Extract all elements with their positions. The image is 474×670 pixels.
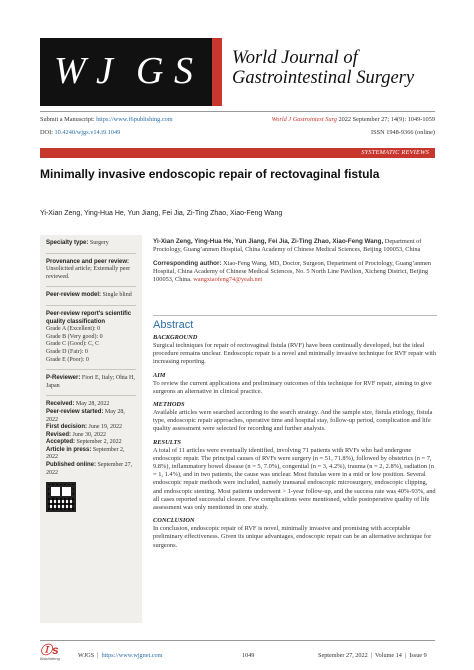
affiliation-text: Department of Proctology, Guang’anmen Hospital, China Academy of Chinese Medical Sciences, Beijing 100053, China: [153, 238, 422, 253]
background-heading: BACKGROUND: [153, 334, 198, 341]
conclusion-text: In conclusion, endoscopic repair of RVF is novel, minimally invasive and promising with acceptable preliminary effectiveness. Given its unique advantages, endoscopic repair can be an alternative technique for surgeons.: [153, 525, 432, 549]
date-label: Article in press:: [46, 446, 92, 453]
quality-classification: [46, 311, 136, 364]
publisher-logo: [40, 641, 60, 661]
logo-letter: J: [96, 50, 113, 92]
footer-journal-abbr: WJGS: [78, 652, 95, 659]
date-value: June 30, 2022: [72, 431, 107, 438]
specialty-label: Specialty type:: [46, 240, 89, 246]
footer-journal: WJGS | https://www.wjgnet.com: [78, 652, 163, 659]
reviewer-value: Fiori E, Italy; Ohta H, Japan: [46, 375, 135, 389]
footer-date: September 27, 2022: [318, 652, 368, 659]
submit-line: [40, 116, 173, 124]
section-banner: [40, 148, 435, 158]
p-reviewer: [46, 375, 136, 390]
methods-text: Available articles were searched according to the search strategy. And the sample size, fistula etiology, fistula type, endoscopic repair approaches, operative time and hospital stay, follow-up period, complication and life quality assessment were selected for recording and further analysis.: [153, 409, 433, 433]
journal-name-line2: Gastrointestinal Surgery: [232, 68, 415, 88]
corr-email-link[interactable]: wangxiaofeng74@yeah.net: [193, 276, 263, 283]
issn: ISSN 1948-9366 (online): [370, 129, 435, 136]
specialty-type: [46, 240, 136, 248]
affiliation: [153, 238, 437, 254]
grade-item: Grade B (Very good): 0: [46, 333, 103, 340]
quality-heading: Peer-review report's scientific quality classification: [46, 310, 132, 325]
date-row: [46, 447, 136, 462]
footer-issue: Issue 9: [409, 652, 427, 659]
peer-model-value: Single blind: [102, 292, 132, 299]
article-title: Minimally invasive endoscopic repair of rectovaginal fistula: [40, 167, 380, 181]
date-value: June 19, 2022: [88, 424, 123, 431]
provenance-text: Unsolicited article; Externally peer reviewed.: [46, 266, 131, 280]
sidebar-divider: [46, 286, 136, 287]
submit-link[interactable]: https://www.f6publishing.com: [96, 116, 173, 123]
results-text: A total of 11 articles were eventually identified, involving 71 patients with RVFs who had undergone endoscopic repair. The principal causes of RVFs were surgery (n = 51, 71.8%), followed by obstetrics (n = 7, 9.8%), inflammatory bowel disease (n = 5, 7.0%), congenital (n = 3, 4.2%), trauma (n = 2, 2.8%), radiation (n = 1, 1.4%), and in two patients, the cause was unclear. Most fistulas were in a mid or low position. Several endoscopic repair methods were included, namely transanal endoscopic microsurgery, endoscopic clipping, and endoscopic stenting. Most patients underwent > 1-year follow-up, and the success rate was 40%-93%, and all cases reported successful closure. Few complications were mentioned, while postoperative quality of life assessment was only mentioned in one study.: [153, 446, 436, 512]
date-value: May 28, 2022: [75, 401, 110, 408]
provenance: [46, 259, 136, 282]
grade-item: Grade A (Excellent): 0: [46, 326, 101, 333]
aim-text: To review the current applications and preliminary outcomes of this technique for RVF repair, aiming to give surgeons an alternative in clinical practice.: [153, 379, 432, 395]
doi-link[interactable]: 10.4240/wjgs.v14.i9.1049: [54, 129, 121, 136]
peer-review-model: [46, 292, 136, 300]
header-divider: [40, 111, 435, 112]
abstract-body: [153, 334, 437, 555]
article-info-sidebar: [40, 235, 142, 623]
grade-item: Grade D (Fair): 0: [46, 348, 88, 355]
footer-issue-info: September 27, 2022 | Volume 14 | Issue 9: [318, 652, 427, 659]
corresponding-author: [153, 260, 437, 284]
logo-letter: G: [136, 50, 164, 92]
date-value: May 28, 2022: [46, 408, 125, 423]
section-banner-label: SYSTEMATIC REVIEWS: [361, 149, 429, 156]
date-value: September 27, 2022: [46, 462, 133, 476]
specialty-value: Surgery: [89, 240, 109, 246]
logo-letter: S: [174, 50, 193, 92]
date-label: Published online:: [46, 462, 97, 469]
results-heading: RESULTS: [153, 438, 181, 446]
conclusion-heading: CONCLUSION: [153, 517, 195, 525]
date-label: Revised:: [46, 431, 72, 438]
sidebar-divider: [46, 395, 136, 396]
doi-line: [40, 129, 120, 137]
sidebar-divider: [46, 253, 136, 254]
abstract-heading: Abstract: [153, 319, 194, 331]
author-list: Yi-Xian Zeng, Ying-Hua He, Yun Jiang, Fei Jia, Zi-Ting Zhao, Xiao-Feng Wang: [40, 210, 283, 217]
doi-label: DOI:: [40, 129, 53, 136]
journal-logo: [40, 38, 212, 106]
date-label: Peer-review started:: [46, 408, 104, 415]
date-label: First decision:: [46, 424, 88, 431]
date-row: [46, 424, 136, 432]
affiliation-names: Yi-Xian Zeng, Ying-Hua He, Yun Jiang, Fei Jia, Zi-Ting Zhao, Xiao-Feng Wang,: [153, 238, 384, 245]
article-dates: [46, 401, 136, 477]
corr-label: Corresponding author:: [153, 260, 222, 267]
methods-heading: METHODS: [153, 401, 185, 409]
submit-label: Submit a Manuscript:: [40, 116, 95, 123]
publisher-logo-mark: Ⓘs: [40, 643, 59, 657]
date-value: September 2, 2022: [46, 446, 125, 461]
provenance-heading: Provenance and peer review:: [46, 258, 130, 265]
affiliation-block: [153, 238, 437, 284]
sidebar-divider: [46, 305, 136, 306]
peer-model-label: Peer-review model:: [46, 292, 102, 299]
logo-letter: W: [54, 50, 86, 92]
background-text: Surgical techniques for repair of rectovaginal fistula (RVF) have been continually developed, but the ideal procedure remains unclear. Endoscopic repair is a novel and minimally invasive technique for RVF repair with increasing reporting.: [153, 342, 437, 366]
journal-name: [232, 48, 414, 88]
citation-line: [272, 116, 435, 124]
grade-item: Grade E (Poor): 0: [46, 356, 89, 363]
date-row: [46, 462, 136, 477]
publisher-tagline: Baishideng: [40, 656, 60, 661]
date-row: [46, 409, 136, 424]
corr-text: Xiao-Feng Wang, MD, Doctor, Surgeon, Department of Proctology, Guang’anmen Hospital, China Academy of Chinese Medical Sciences, No. 5 North Line Pavilion, Xicheng District, Beijing 100053, China.: [153, 260, 432, 283]
date-label: Accepted:: [46, 439, 76, 446]
qr-code[interactable]: [46, 482, 76, 512]
date-row: [46, 432, 136, 440]
logo-accent-bar: [212, 38, 222, 106]
sidebar-divider: [46, 369, 136, 370]
date-value: September 2, 2022: [76, 439, 122, 446]
footer-volume: Volume 14: [375, 652, 402, 659]
citation-journal: World J Gastrointest Surg: [271, 116, 337, 123]
grade-item: Grade C (Good): C, C: [46, 341, 100, 348]
date-row: [46, 439, 136, 447]
page-number: 1049: [242, 652, 255, 659]
abstract-divider: [153, 315, 437, 316]
footer-divider: [40, 640, 435, 641]
citation-details: 2022 September 27; 14(9): 1049-1059: [338, 116, 435, 123]
aim-heading: AIM: [153, 371, 166, 379]
date-row: [46, 401, 136, 409]
reviewer-label: P-Reviewer:: [46, 375, 81, 382]
journal-name-line1: World Journal of: [232, 48, 358, 68]
date-label: Received:: [46, 401, 75, 408]
footer-url[interactable]: https://www.wjgnet.com: [101, 652, 163, 659]
